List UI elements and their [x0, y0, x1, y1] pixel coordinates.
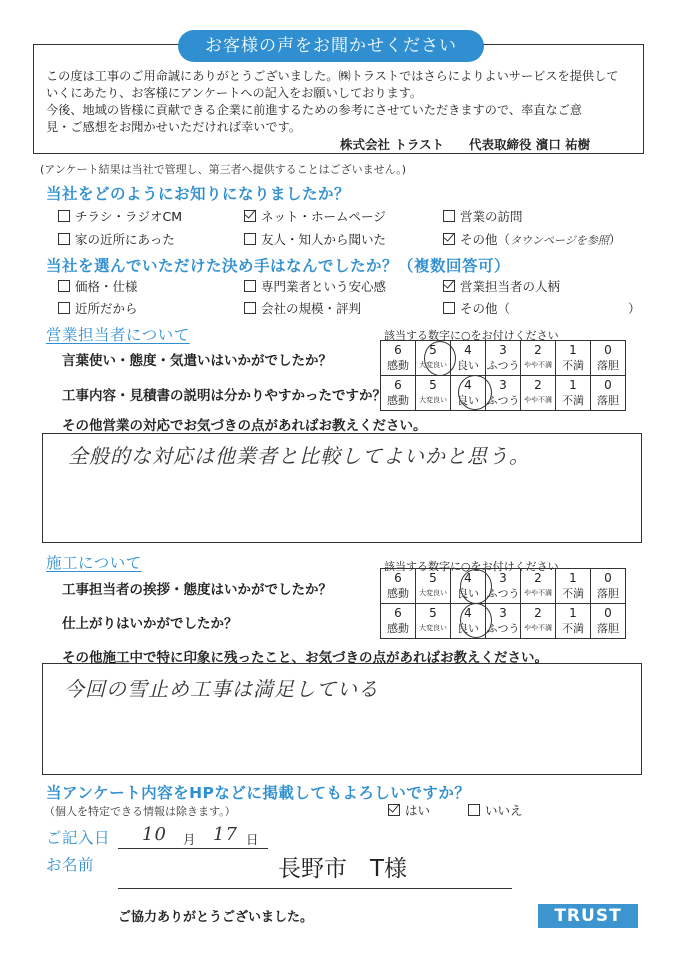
- rating-cell[interactable]: 5 大変良い: [416, 341, 451, 376]
- sales-heading: 営業担当者について: [46, 326, 190, 344]
- sales-question-1: 言葉使い・態度・気遣いはいかがでしたか？: [62, 353, 332, 369]
- q1-option[interactable]: ネット・ホームページ: [244, 207, 386, 225]
- rating-cell[interactable]: 4 良い: [451, 341, 486, 376]
- trust-logo: TRUST: [538, 904, 638, 928]
- date-month-unit: 月: [183, 832, 196, 847]
- sales-question-2: 工事内容・見積書の説明は分かりやすかったですか？: [62, 388, 386, 404]
- checkbox-checked[interactable]: [443, 233, 455, 245]
- publish-note: （個人を特定できる情報は除きます。）: [44, 805, 236, 818]
- construction-question-2: 仕上がりはいかがでしたか？: [62, 616, 238, 632]
- rating-cell[interactable]: 6 感動: [381, 604, 416, 639]
- publish-heading: 当アンケート内容をHPなどに掲載してもよろしいですか？: [46, 784, 471, 802]
- rating-cell[interactable]: 4 良い: [451, 604, 486, 639]
- privacy-note: (アンケート結果は当社で管理し、第三者へ提供することはございません。): [40, 163, 407, 176]
- checkbox-checked[interactable]: [244, 210, 256, 222]
- q1-option-other[interactable]: その他（タウンページを参照）: [443, 230, 621, 248]
- q1-option[interactable]: 家の近所にあった: [58, 230, 175, 248]
- q2-option-other[interactable]: その他（ ）: [443, 299, 641, 317]
- rating-cell[interactable]: 5 大変良い: [416, 569, 451, 604]
- rating-cell[interactable]: 1 不満: [556, 569, 591, 604]
- q1-option[interactable]: 営業の訪問: [443, 207, 523, 225]
- intro-line: 今後、地域の皆様に貢献できる企業に前進するための参考にさせていただきますので、率直なご意: [46, 103, 583, 117]
- rating-row: [381, 569, 626, 604]
- rating-row: [381, 341, 626, 376]
- name-value[interactable]: 長野市 T様: [278, 856, 408, 882]
- rating-cell[interactable]: 3 ふつう: [486, 604, 521, 639]
- checkbox[interactable]: [443, 210, 455, 222]
- sales-q2-rating-circle: [458, 375, 492, 410]
- checkbox-checked[interactable]: [443, 280, 455, 292]
- sales-comment-prompt: その他営業の対応でお気づきの点があればお教えください。: [62, 418, 427, 434]
- rating-cell[interactable]: 5 大変良い: [416, 376, 451, 411]
- rating-cell[interactable]: 2 やや不満: [521, 376, 556, 411]
- construction-rating-table: [380, 568, 626, 639]
- checkbox[interactable]: [244, 233, 256, 245]
- publish-yes-option[interactable]: はい: [388, 801, 430, 819]
- survey-title: お客様の声をお聞かせください: [178, 30, 484, 62]
- date-label: ご記入日: [46, 829, 111, 847]
- construction-comment-prompt: その他施工中で特に印象に残ったこと、お気づきの点があればお教えください。: [62, 650, 548, 666]
- rating-cell[interactable]: 2 やや不満: [521, 569, 556, 604]
- rating-cell[interactable]: 4 良い: [451, 569, 486, 604]
- sales-comment-handwriting: 全般的な対応は他業者と比較してよいかと思う。: [68, 444, 530, 468]
- q2-heading: 当社を選んでいただけた決め手はなんでしたか？（複数回答可）: [46, 257, 511, 275]
- rating-cell[interactable]: 3 ふつう: [486, 569, 521, 604]
- q2-option[interactable]: 営業担当者の人柄: [443, 277, 560, 295]
- q2-option[interactable]: 会社の規模・評判: [244, 299, 361, 317]
- date-day-unit: 日: [246, 832, 259, 847]
- intro-line: この度は工事のご用命誠にありがとうございました。㈱トラストではさらによりよいサービスを提供して: [46, 69, 619, 83]
- date-month-value[interactable]: 10: [142, 824, 167, 845]
- checkbox[interactable]: [244, 280, 256, 292]
- rating-cell[interactable]: 2 やや不満: [521, 604, 556, 639]
- q2-option[interactable]: 価格・仕様: [58, 277, 138, 295]
- publish-no-option[interactable]: いいえ: [468, 801, 523, 819]
- sales-rating-table: [380, 340, 626, 411]
- rating-cell[interactable]: 0 落胆: [591, 604, 626, 639]
- name-label: お名前: [46, 856, 95, 874]
- q1-option[interactable]: 友人・知人から聞いた: [244, 230, 386, 248]
- name-underline: [118, 888, 512, 889]
- checkbox[interactable]: [244, 302, 256, 314]
- rating-cell[interactable]: 0 落胆: [591, 569, 626, 604]
- rating-row: [381, 604, 626, 639]
- rating-cell[interactable]: 1 不満: [556, 376, 591, 411]
- rating-cell[interactable]: 3 ふつう: [486, 376, 521, 411]
- rating-cell[interactable]: 6 感動: [381, 376, 416, 411]
- checkbox[interactable]: [58, 280, 70, 292]
- checkbox-checked[interactable]: [388, 804, 400, 816]
- thanks-message: ご協力ありがとうございました。: [118, 910, 314, 925]
- rating-row: [381, 376, 626, 411]
- company-signature: 株式会社 トラスト 代表取締役 濱口 祐樹: [340, 137, 591, 152]
- checkbox[interactable]: [443, 302, 455, 314]
- rating-cell[interactable]: 1 不満: [556, 341, 591, 376]
- checkbox[interactable]: [468, 804, 480, 816]
- rating-cell[interactable]: 5 大変良い: [416, 604, 451, 639]
- q1-heading: 当社をどのようにお知りになりましたか？: [46, 185, 351, 203]
- checkbox[interactable]: [58, 210, 70, 222]
- rating-cell[interactable]: 0 落胆: [591, 376, 626, 411]
- checkbox[interactable]: [58, 233, 70, 245]
- rating-cell[interactable]: 0 落胆: [591, 341, 626, 376]
- construction-q2-rating-circle: [460, 603, 492, 638]
- rating-cell[interactable]: 4 良い: [451, 376, 486, 411]
- date-underline: [118, 848, 268, 849]
- construction-heading: 施工について: [46, 554, 142, 572]
- q1-other-handwriting: タウンページを参照: [510, 234, 609, 247]
- rating-cell[interactable]: 3 ふつう: [486, 341, 521, 376]
- rating-cell[interactable]: 1 不満: [556, 604, 591, 639]
- q2-option[interactable]: 専門業者という安心感: [244, 277, 386, 295]
- checkbox[interactable]: [58, 302, 70, 314]
- construction-q1-rating-circle: [460, 569, 492, 604]
- q1-option[interactable]: チラシ・ラジオCM: [58, 207, 182, 225]
- q2-option[interactable]: 近所だから: [58, 299, 138, 317]
- construction-question-1: 工事担当者の挨拶・態度はいかがでしたか？: [62, 582, 332, 598]
- scale-instruction: 該当する数字に○をお付けください: [384, 329, 559, 342]
- sales-q1-rating-circle: [424, 341, 456, 376]
- construction-comment-handwriting: 今回の雪止め工事は満足している: [64, 677, 379, 701]
- scale-instruction: 該当する数字に○をお付けください: [384, 560, 559, 573]
- rating-cell[interactable]: 2 やや不満: [521, 341, 556, 376]
- rating-cell[interactable]: 6 感動: [381, 341, 416, 376]
- date-day-value[interactable]: 17: [213, 824, 238, 845]
- intro-line: いくにあたり、お客様にアンケートへの記入をお願いしております。: [46, 86, 423, 100]
- rating-cell[interactable]: 6 感動: [381, 569, 416, 604]
- intro-text: [46, 68, 631, 136]
- intro-line: 見・ご感想をお聞かせいただければ幸いです。: [46, 120, 301, 134]
